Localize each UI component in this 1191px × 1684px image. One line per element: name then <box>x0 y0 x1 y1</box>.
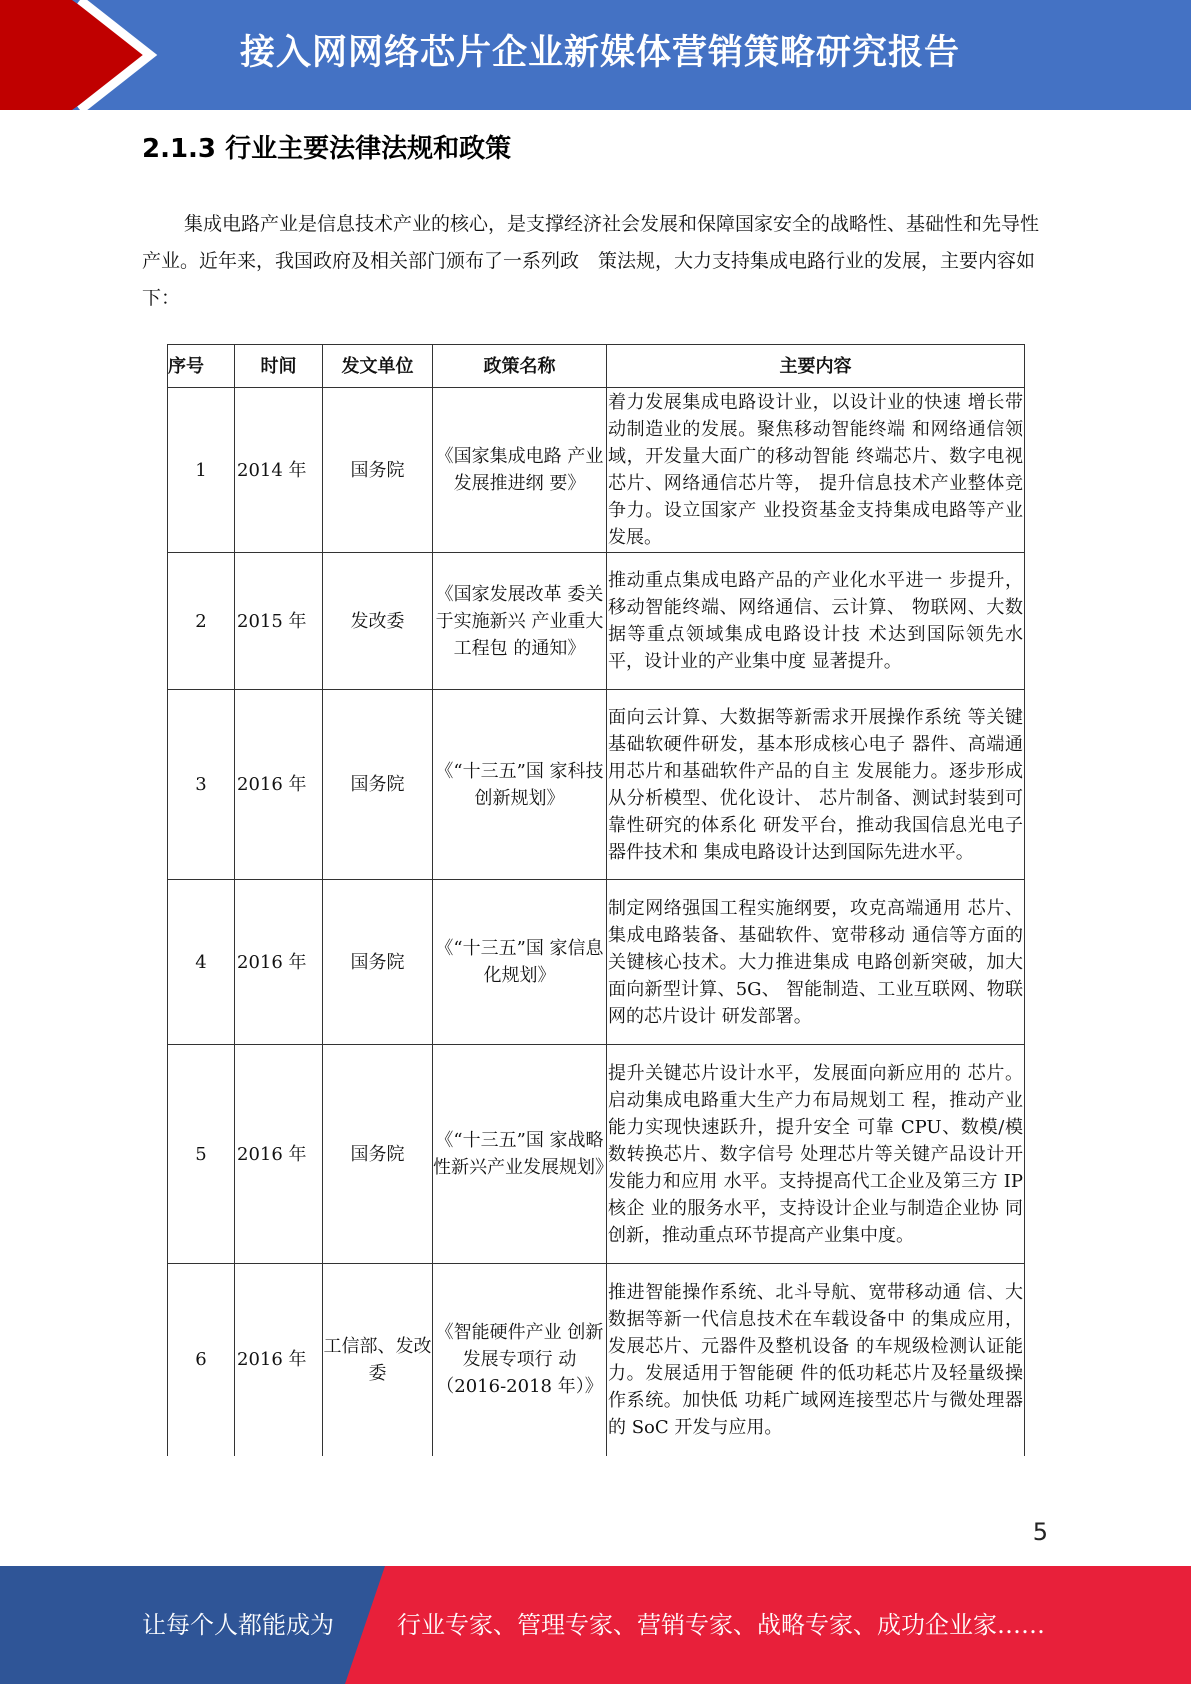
cell-policy-name: 《“十三五”国 家信息化规划》 <box>433 880 607 1045</box>
table-row <box>168 388 1025 553</box>
cell-content: 面向云计算、大数据等新需求开展操作系统 等关键基础软硬件研发，基本形成核心电子 器件、高端通用芯片和基础软件产品的自主 发展能力。逐步形成从分析模型、优化设计、 芯片制备、测试封装到可靠性研究的体系化 研发平台，推动我国信息光电子器件技术和 集成电路设计达到国际先进水平。 <box>607 690 1025 880</box>
policy-table <box>167 344 1025 1456</box>
cell-index: 3 <box>168 690 235 880</box>
table-row <box>168 880 1025 1045</box>
cell-policy-name: 《国家集成电路 产业发展推进纲 要》 <box>433 388 607 553</box>
cell-index: 4 <box>168 880 235 1045</box>
cell-time: 2014 年 <box>235 388 323 553</box>
section-heading: 2.1.3 行业主要法律法规和政策 <box>142 134 512 164</box>
cell-index: 1 <box>168 388 235 553</box>
header-index: 序号 <box>168 345 235 388</box>
cell-time: 2016 年 <box>235 690 323 880</box>
cell-index: 6 <box>168 1264 235 1456</box>
footer-slogan-right: 行业专家、管理专家、营销专家、战略专家、成功企业家…… <box>397 1611 1045 1639</box>
cell-issuer: 工信部、发改委 <box>323 1264 433 1456</box>
report-title: 接入网网络芯片企业新媒体营销策略研究报告 <box>240 33 961 73</box>
cell-time: 2016 年 <box>235 1045 323 1264</box>
cell-content: 着力发展集成电路设计业，以设计业的快速 增长带动制造业的发展。聚焦移动智能终端 和网络通信领域，开发量大面广的移动智能 终端芯片、数字电视芯片、网络通信芯片等， 提升信息技术产业整体竞争力。设立国家产 业投资基金支持集成电路等产业发展。 <box>607 388 1025 553</box>
cell-time: 2016 年 <box>235 1264 323 1456</box>
cell-content: 推进智能操作系统、北斗导航、宽带移动通 信、大数据等新一代信息技术在车载设备中 的集成应用，发展芯片、元器件及整机设备 的车规级检测认证能力。发展适用于智能硬 件的低功耗芯片及轻量级操作系统。加快低 功耗广域网连接型芯片与微处理器的 SoC 开发与应用。 <box>607 1264 1025 1456</box>
page-number: 5 <box>1032 1518 1048 1546</box>
header-content: 主要内容 <box>607 345 1025 388</box>
table-row <box>168 690 1025 880</box>
cell-time: 2015 年 <box>235 553 323 690</box>
cell-policy-name: 《“十三五”国 家战略性新兴产业发展规划》 <box>433 1045 607 1264</box>
intro-paragraph: 集成电路产业是信息技术产业的核心，是支撑经济社会发展和保障国家安全的战略性、基础性和先导性产业。近年来，我国政府及相关部门颁布了一系列政 策法规，大力支持集成电路行业的发展，主要内容如下： <box>142 213 1040 309</box>
cell-content: 制定网络强国工程实施纲要，攻克高端通用 芯片、集成电路装备、基础软件、宽带移动 通信等方面的关键核心技术。大力推进集成 电路创新突破，加大面向新型计算、5G、 智能制造、工业互联网、物联网的芯片设计 研发部署。 <box>607 880 1025 1045</box>
cell-issuer: 发改委 <box>323 553 433 690</box>
header-time: 时间 <box>235 345 323 388</box>
header-policy-name: 政策名称 <box>433 345 607 388</box>
cell-index: 2 <box>168 553 235 690</box>
cell-index: 5 <box>168 1045 235 1264</box>
table-row <box>168 1045 1025 1264</box>
cell-policy-name: 《国家发展改革 委关于实施新兴 产业重大工程包 的通知》 <box>433 553 607 690</box>
table-row <box>168 553 1025 690</box>
header-banner <box>0 0 1191 110</box>
cell-policy-name: 《“十三五”国 家科技创新规划》 <box>433 690 607 880</box>
table-header-row <box>168 345 1025 388</box>
cell-issuer: 国务院 <box>323 388 433 553</box>
chevron-arrow-icon <box>0 0 160 110</box>
footer-slogan-left: 让每个人都能成为 <box>142 1611 334 1639</box>
footer-banner <box>0 1566 1191 1684</box>
cell-issuer: 国务院 <box>323 690 433 880</box>
cell-issuer: 国务院 <box>323 1045 433 1264</box>
cell-issuer: 国务院 <box>323 880 433 1045</box>
cell-content: 提升关键芯片设计水平，发展面向新应用的 芯片。启动集成电路重大生产力布局规划工 程，推动产业能力实现快速跃升，提升安全 可靠 CPU、数模/模数转换芯片、数字信号 处理芯片等关键产品设计开发能力和应用 水平。支持提高代工企业及第三方 IP 核企 业的服务水平，支持设计企业与制造企业协 同创新，推动重点环节提高产业集中度。 <box>607 1045 1025 1264</box>
cell-policy-name: 《智能硬件产业 创新发展专项行 动（2016-2018 年）》 <box>433 1264 607 1456</box>
cell-content: 推动重点集成电路产品的产业化水平进一 步提升，移动智能终端、网络通信、云计算、 物联网、大数据等重点领域集成电路设计技 术达到国际领先水平，设计业的产业集中度 显著提升。 <box>607 553 1025 690</box>
header-issuer: 发文单位 <box>323 345 433 388</box>
table-row <box>168 1264 1025 1456</box>
cell-time: 2016 年 <box>235 880 323 1045</box>
